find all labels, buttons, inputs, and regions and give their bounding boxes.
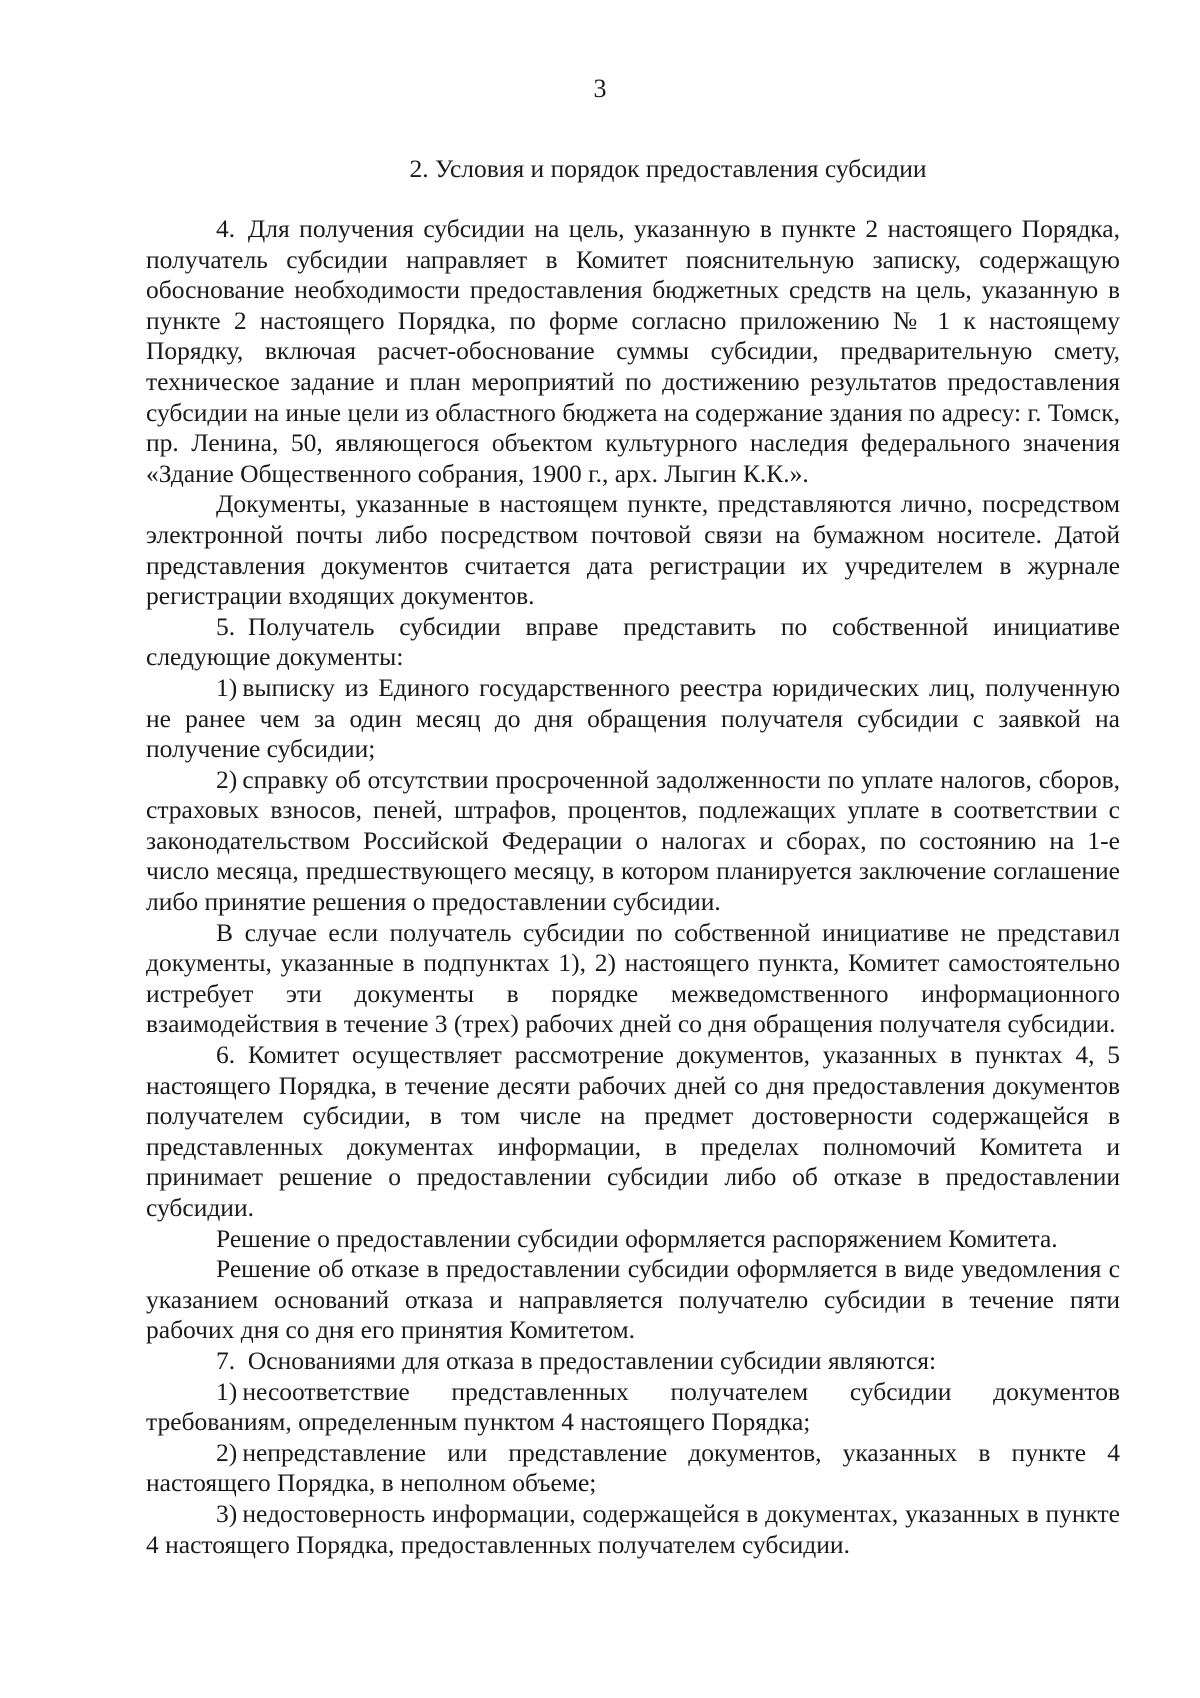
paragraph-5: 5. Получатель субсидии вправе представить по собственной инициативе следующие документы: [146,611,1120,672]
paragraph-6-refusal: Решение об отказе в предоставлении субсидии оформляется в виде уведомления с указанием оснований отказа и направляется получателю субсидии в течение пяти рабочих дня со дня его принятия Комитетом. [146,1254,1120,1345]
paragraph-5-note: В случае если получатель субсидии по собственной инициативе не представил документы, указанные в подпунктах 1), 2) настоящего пункта, Комитет самостоятельно истребует эти документы в порядке межведомственного информационного взаимодействия в течение 3 (трех) рабочих дней со дня обращения получателя субсидии. [146,917,1120,1039]
paragraph-7-item-2: 2) непредставление или представление документов, указанных в пункте 4 настоящего Порядка, в неполном объеме; [146,1437,1120,1498]
paragraph-5-item-1: 1) выписку из Единого государственного реестра юридических лиц, полученную не ранее чем за один месяц до дня обращения получателя субсидии с заявкой на получение субсидии; [146,672,1120,764]
paragraph-6: 6. Комитет осуществляет рассмотрение документов, указанных в пунктах 4, 5 настоящего Порядка, в течение десяти рабочих дней со дня предоставления документов получателем субсидии, в том числе на предмет достоверности содержащейся в представленных документах информации, в пределах полномочий Комитета и принимает решение о предоставлении субсидии либо об отказе в предоставлении субсидии. [146,1040,1120,1222]
page-number: 3 [593,74,607,103]
paragraph-7: 7. Основаниями для отказа в предоставлении субсидии являются: [216,1345,937,1375]
paragraph-5-item-2: 2) справку об отсутствии просроченной задолженности по уплате налогов, сборов, страховых взносов, пеней, штрафов, процентов, подлежащих уплате в соответствии с законодательством Российской Федерации о налогах и сборах, по состоянию на 1-е число месяца, предшествующего месяцу, в котором планируется заключение соглашение либо принятие решения о предоставлении субсидии. [146,764,1120,917]
paragraph-4: 4. Для получения субсидии на цель, указанную в пункте 2 настоящего Порядка, получатель субсидии направляет в Комитет пояснительную записку, содержащую обоснование необходимости предоставления бюджетных средств на цель, указанную в пункте 2 настоящего Порядка, по форме согласно приложению № 1 к настоящему Порядку, включая расчет-обоснование суммы субсидии, предварительную смету, техническое задание и план мероприятий по достижению результатов предоставления субсидии на иные цели из областного бюджета на содержание здания по адресу: г. Томск, пр. Ленина, 50, являющегося объектом культурного наследия федерального значения «Здание Общественного собрания, 1900 г., арх. Лыгин К.К.». [146,214,1120,488]
paragraph-7-item-3: 3) недостоверность информации, содержащейся в документах, указанных в пункте 4 настоящего Порядка, предоставленных получателем субсидии. [146,1498,1120,1559]
paragraph-7-item-1: 1) несоответствие представленных получателем субсидии документов требованиям, определенным пунктом 4 настоящего Порядка; [146,1376,1120,1437]
document-body [146,214,1120,1560]
paragraph-4-documents: Документы, указанные в настоящем пункте, представляются лично, посредством электронной почты либо посредством почтовой связи на бумажном носителе. Датой представления документов считается дата регистрации их учредителем в журнале регистрации входящих документов. [146,489,1120,611]
section-title: 2. Условия и порядок предоставления субсидии [409,154,927,183]
paragraph-6-decision: Решение о предоставлении субсидии оформляется распоряжением Комитета. [216,1223,1058,1253]
